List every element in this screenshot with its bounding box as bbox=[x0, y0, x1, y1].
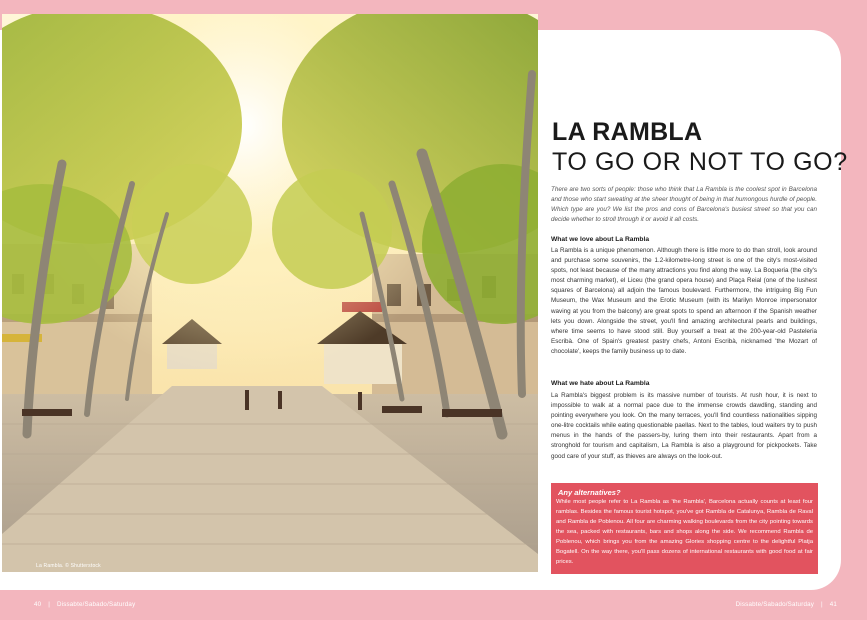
article-subtitle: TO GO OR NOT TO GO? bbox=[552, 148, 848, 176]
footer-separator: | bbox=[820, 601, 823, 608]
article-intro: There are two sorts of people: those who think that La Rambla is the coolest spot in Barcelona and those who start sweating at the sheer thought of being in that humongous hurdle of people. Which type are you? We list the pros and cons of Barcelona's busiest street so that you can decide whether to stroll through it or avoid it all costs. bbox=[551, 186, 817, 223]
love-paragraph: La Rambla is a unique phenomenon. Although there is little more to do than stroll, look around and purchase some souvenirs, the 1.2-kilometre-long street is one of the city's most-visited spots, not least because of the many attractions you find along the way. La Boqueria (the city's most charming market), el Liceu (the grand opera house) and Plaça Reial (one of the lushest squares of Barcelona) all adjoin the famous boulevard. Furthermore, the intriguing Big Fun Museum, the Wax Museum and the Erotic Museum (with its Marilyn Monroe impersonator waving at you from the balcony) are great spots to spend an afternoon if the Spanish weather lets you down. Alongside the street, you'll find amazing architectural pearls and buildings, where time seems to have stood still. Buy yourself a treat at the 200-year-old Pasteleria Escribà. One of Spain's greatest pastry chefs, Antoni Escribà, nicknamed 'the Mozart of chocolate', keeps the family business up to date. bbox=[551, 247, 817, 355]
page-number-left: 40 bbox=[34, 601, 42, 608]
section-name-left: Dissabte/Sabado/Saturday bbox=[56, 601, 136, 608]
alternatives-boxout bbox=[551, 483, 818, 574]
hate-heading: What we hate about La Rambla bbox=[551, 380, 650, 387]
photo-illustration bbox=[2, 14, 538, 572]
footer-right bbox=[736, 601, 837, 608]
article-title: LA RAMBLA bbox=[552, 118, 703, 146]
boxout-title: Any alternatives? bbox=[558, 488, 621, 497]
photo-caption: La Rambla. © Shutterstock bbox=[36, 563, 101, 569]
love-heading: What we love about La Rambla bbox=[551, 236, 650, 243]
la-rambla-photo bbox=[2, 14, 538, 572]
page-number-right: 41 bbox=[829, 601, 837, 608]
boxout-text: While most people refer to La Rambla as 'the Rambla', Barcelona actually counts at least four ramblas. Besides the famous tourist hotspot, you've got Rambla de Catalunya, Rambla de Raval and Rambla de Poblenou. All four are charming walking boulevards from the city pointing towards the sea, packed with restaurants, bars and shops along the side. We recommend Rambla de Poblenou, which brings you from the amazing Glories shopping centre to the delightful Platja Bogatell. On the way there, you'll pass dozens of international restaurants with good food at fair prices. bbox=[556, 499, 813, 565]
hate-paragraph: La Rambla's biggest problem is its massive number of tourists. At rush hour, it is next to impossible to walk at a normal pace due to the immense crowds dawdling, standing and pointing everywhere you look. On the many terraces, you'll find countless nationalities sipping one-litre cocktails while eating questionable paellas. Next to the tables, loud waiters try to push menus in the hands of the passers-by, luring them into their restaurants. Apart from a stronghold for tourism and capitalism, La Rambla is also a playground for pickpockets. Take good care of your stuff, as thieves are always on the look-out. bbox=[551, 392, 817, 460]
footer-left bbox=[34, 601, 135, 608]
footer-separator: | bbox=[48, 601, 51, 608]
section-name-right: Dissabte/Sabado/Saturday bbox=[735, 601, 815, 608]
